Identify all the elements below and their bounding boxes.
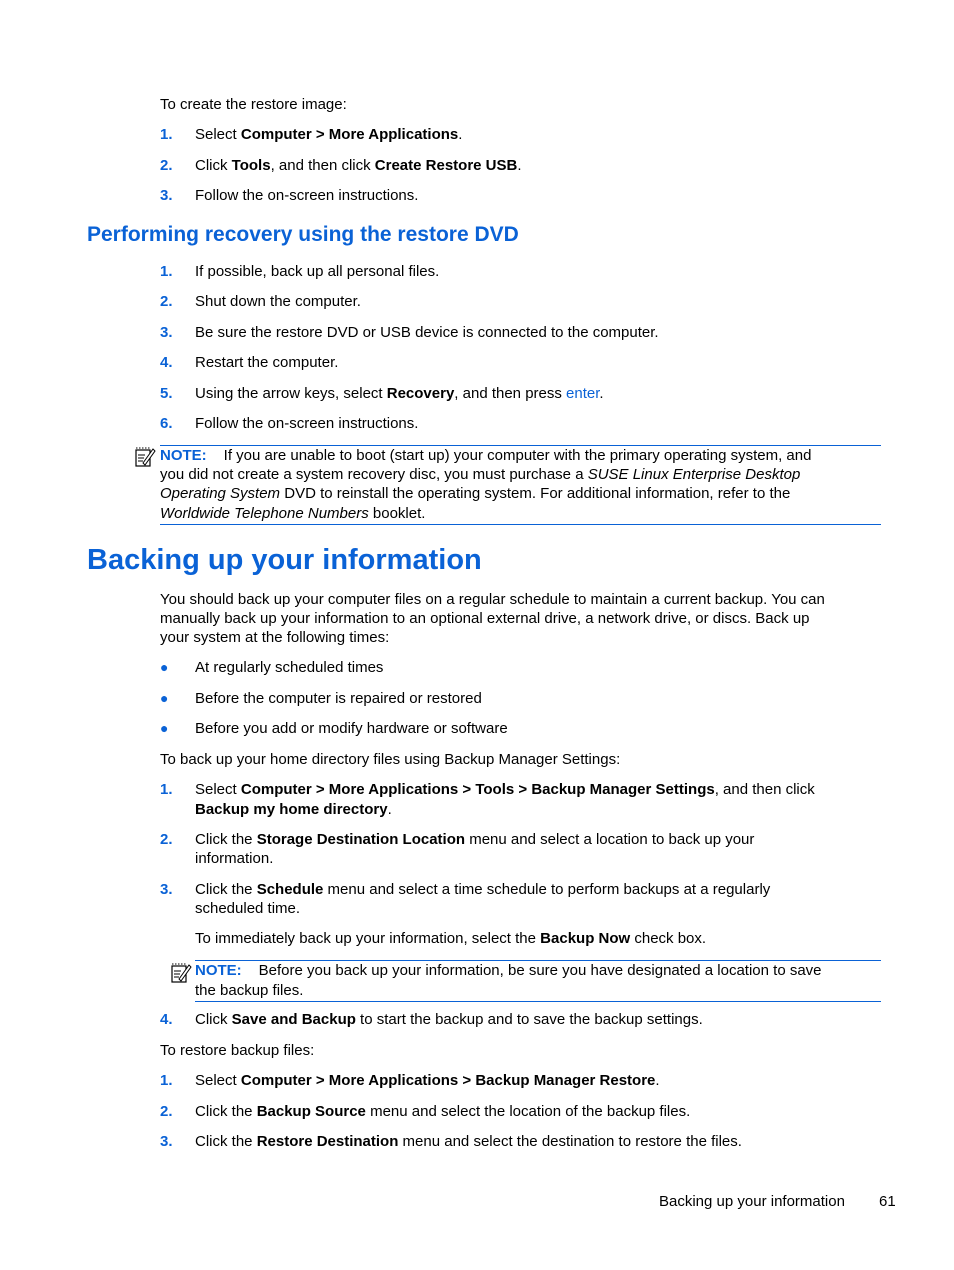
note-line: Worldwide Telephone Numbers booklet. <box>160 505 426 522</box>
note-line: Operating System DVD to reinstall the operating system. For additional information, refer to the <box>160 485 791 502</box>
step-text: Select Computer > More Applications. <box>195 126 463 143</box>
step-number: 2. <box>160 831 173 848</box>
note-line: NOTE: Before you back up your information, be sure you have designated a location to save <box>195 962 822 979</box>
step-text: Select Computer > More Applications > Tools > Backup Manager Settings, and then click <box>195 781 815 798</box>
step-text: Click the Restore Destination menu and select the destination to restore the files. <box>195 1133 742 1150</box>
step-number: 3. <box>160 1133 173 1150</box>
paragraph-line: your system at the following times: <box>160 629 390 646</box>
bullet-icon: ● <box>160 720 169 736</box>
step-number: 6. <box>160 415 173 432</box>
paragraph-line: manually back up your information to an optional external drive, a network drive, or discs. Back up <box>160 610 810 627</box>
step-text: Click the Storage Destination Location menu and select a location to back up your <box>195 831 755 848</box>
list-item: Before you add or modify hardware or software <box>195 720 508 737</box>
backup-heading: Backing up your information <box>87 544 482 576</box>
step-number: 2. <box>160 1103 173 1120</box>
paragraph-line: You should back up your computer files on a regular schedule to maintain a current backup. You can <box>160 591 825 608</box>
note-pencil-icon <box>170 962 192 984</box>
step-number: 2. <box>160 293 173 310</box>
step-text: Be sure the restore DVD or USB device is connected to the computer. <box>195 324 659 341</box>
list-item: At regularly scheduled times <box>195 659 384 676</box>
step-text: If possible, back up all personal files. <box>195 263 440 280</box>
page-number: 61 <box>879 1193 896 1210</box>
note-label: NOTE: <box>195 962 242 979</box>
note-pencil-icon <box>134 446 156 468</box>
step-number: 1. <box>160 126 173 143</box>
list-item: Before the computer is repaired or restored <box>195 690 482 707</box>
note-box <box>160 445 881 525</box>
enter-key-link[interactable]: enter <box>566 385 600 402</box>
step-text: Click the Schedule menu and select a time schedule to perform backups at a regularly <box>195 881 771 898</box>
step-number: 4. <box>160 1011 173 1028</box>
step-number: 3. <box>160 187 173 204</box>
step-number: 1. <box>160 781 173 798</box>
restore-intro-text: To restore backup files: <box>160 1042 315 1059</box>
step-text: To immediately back up your information, select the Backup Now check box. <box>195 930 707 947</box>
step-text: Follow the on-screen instructions. <box>195 187 419 204</box>
step-text: Follow the on-screen instructions. <box>195 415 419 432</box>
note-box <box>195 960 881 1002</box>
step-text: Backup my home directory. <box>195 801 392 818</box>
note-line: you did not create a system recovery disc, you must purchase a SUSE Linux Enterprise Desktop <box>160 466 801 483</box>
note-label: NOTE: <box>160 447 207 464</box>
home-intro-text: To back up your home directory files using Backup Manager Settings: <box>160 751 621 768</box>
step-text: Shut down the computer. <box>195 293 361 310</box>
recovery-heading: Performing recovery using the restore DVD <box>87 223 519 246</box>
step-number: 4. <box>160 354 173 371</box>
step-text: information. <box>195 850 274 867</box>
step-text: Restart the computer. <box>195 354 339 371</box>
note-line: the backup files. <box>195 982 304 999</box>
step-number: 1. <box>160 1072 173 1089</box>
step-text: Click Save and Backup to start the backup and to save the backup settings. <box>195 1011 703 1028</box>
step-number: 2. <box>160 157 173 174</box>
step-number: 3. <box>160 881 173 898</box>
step-number: 5. <box>160 385 173 402</box>
step-text: Select Computer > More Applications > Backup Manager Restore. <box>195 1072 660 1089</box>
intro-text: To create the restore image: <box>160 96 347 113</box>
step-text: Click the Backup Source menu and select the location of the backup files. <box>195 1103 691 1120</box>
step-text: scheduled time. <box>195 900 301 917</box>
footer-title: Backing up your information <box>659 1193 845 1210</box>
step-number: 3. <box>160 324 173 341</box>
note-line: NOTE: If you are unable to boot (start up) your computer with the primary operating system, and <box>160 447 812 464</box>
bullet-icon: ● <box>160 659 169 675</box>
step-text: Using the arrow keys, select Recovery, and then press enter. <box>195 385 604 402</box>
step-number: 1. <box>160 263 173 280</box>
step-text: Click Tools, and then click Create Restore USB. <box>195 157 522 174</box>
bullet-icon: ● <box>160 690 169 706</box>
